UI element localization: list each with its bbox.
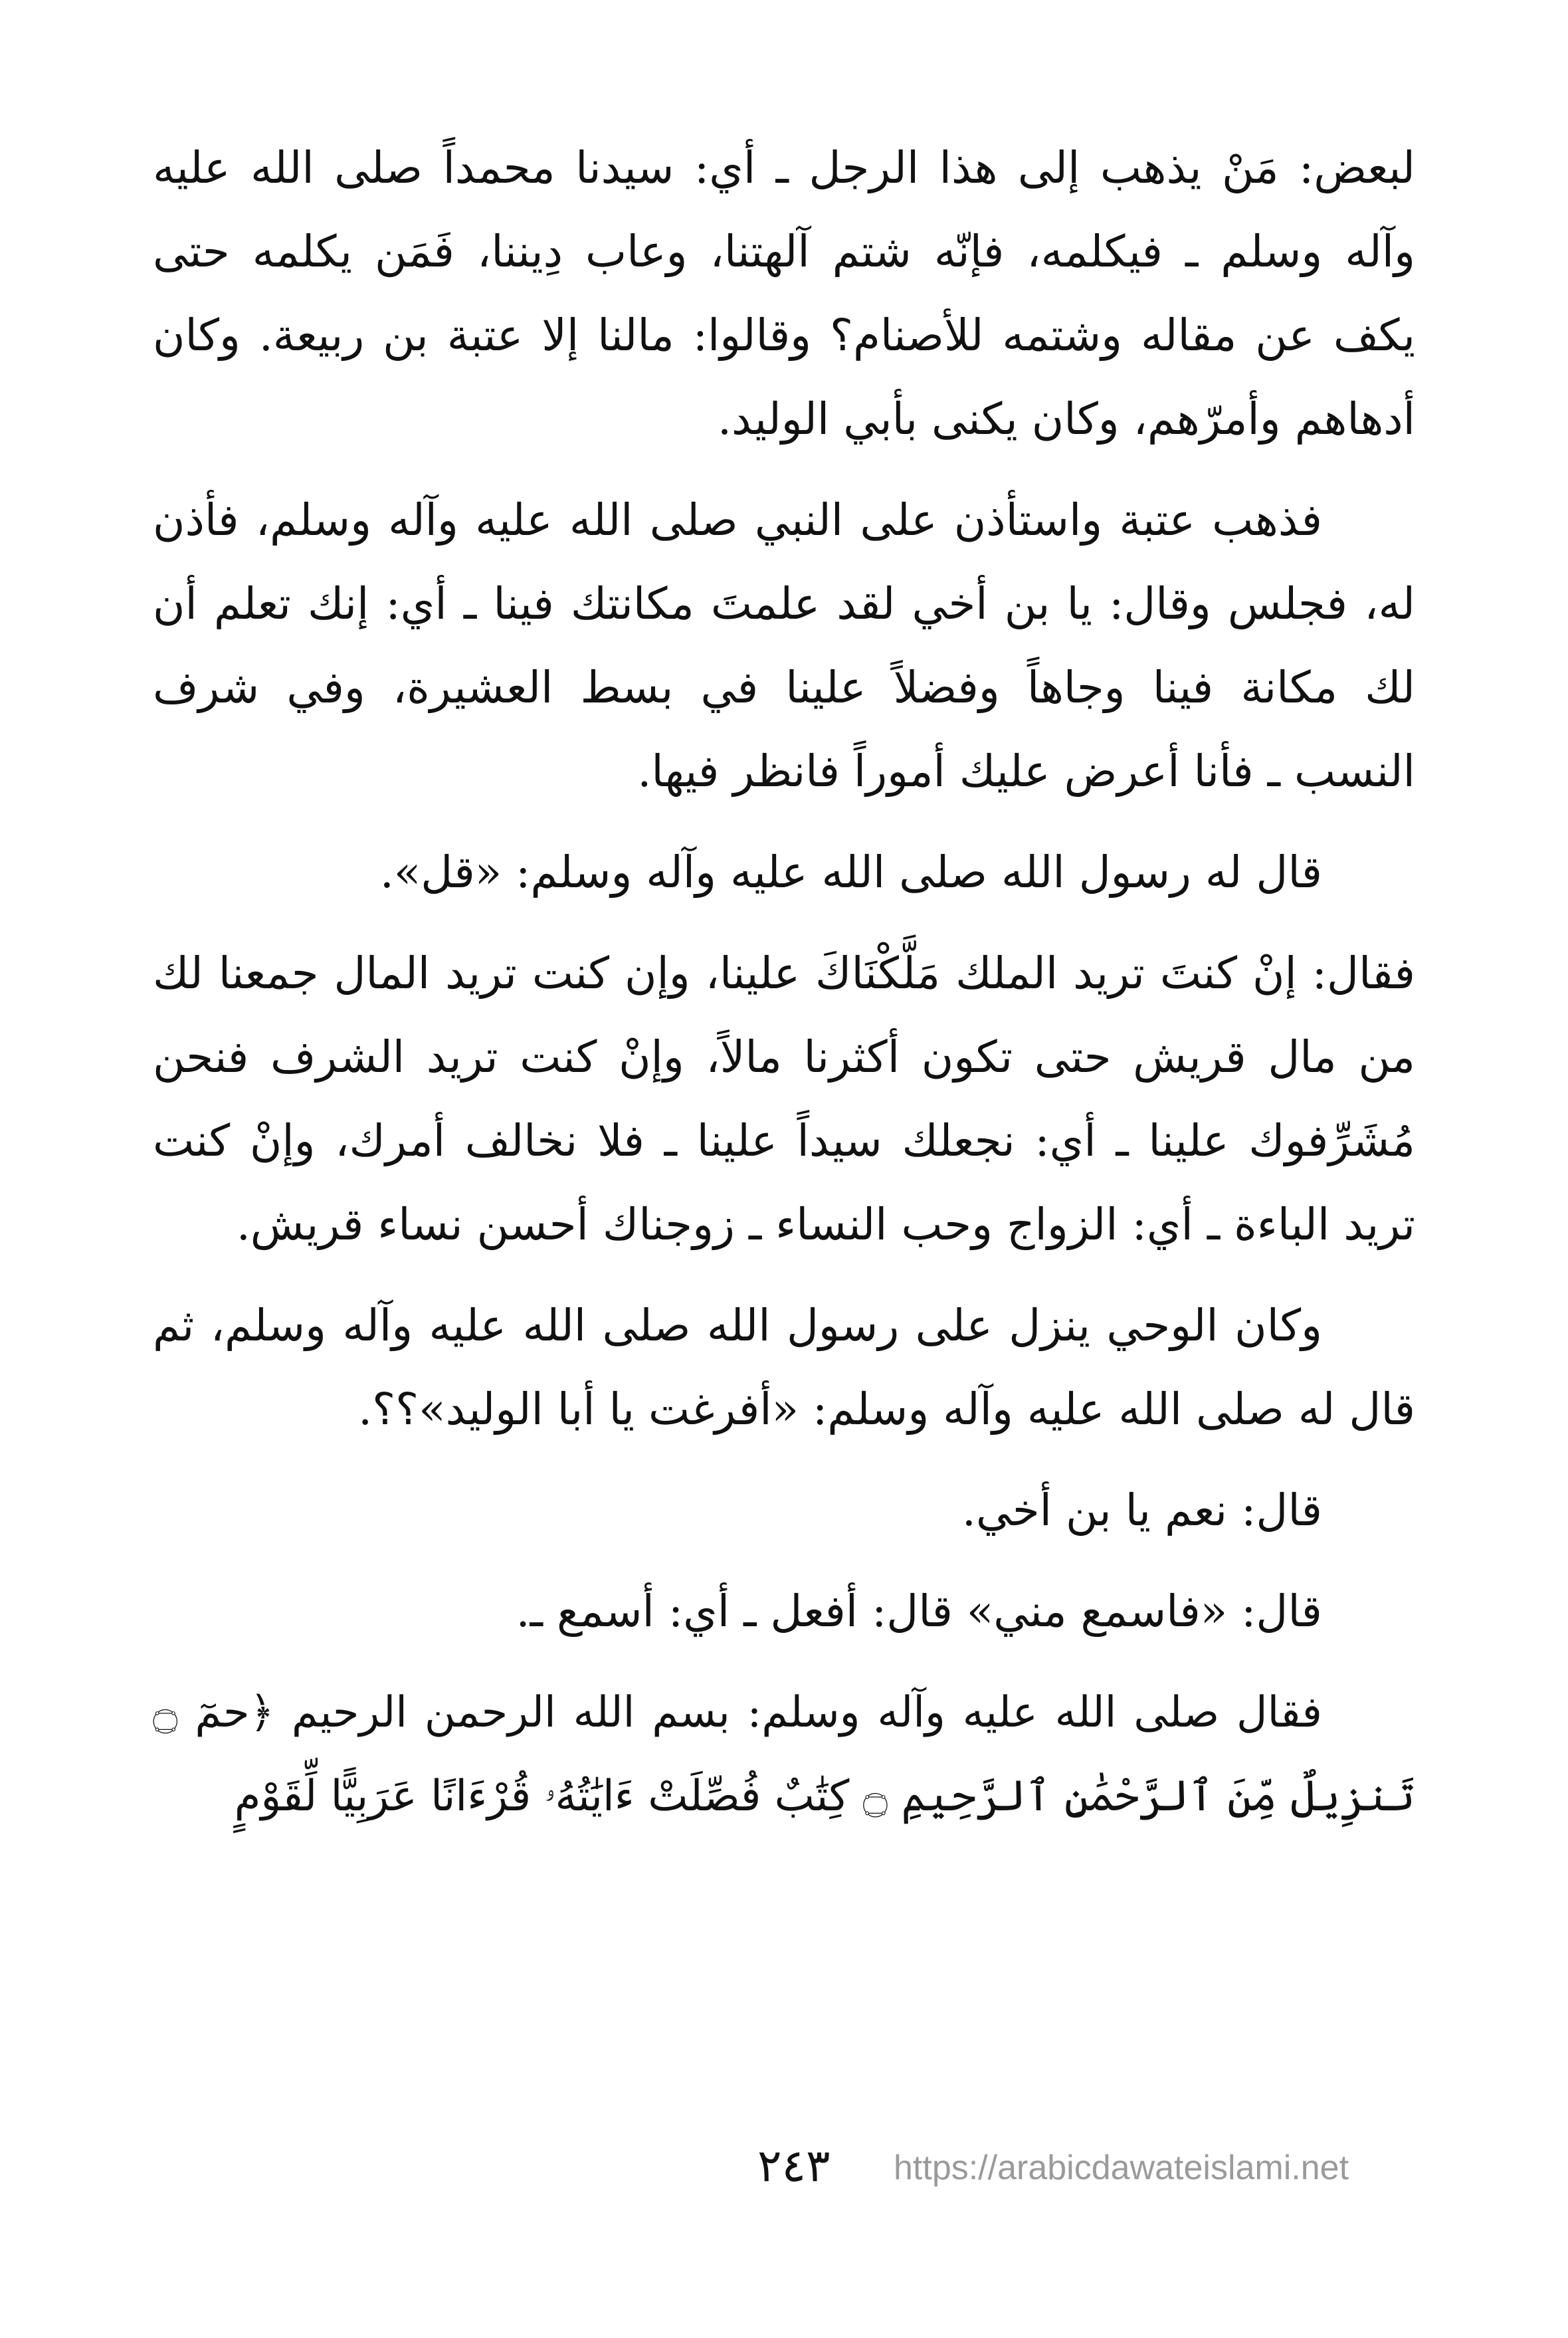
paragraph-7: قال: «فاسمع مني» قال: أفعل ـ أي: أسمع ـ. [516,1586,1322,1637]
paragraph-6: قال: نعم يا بن أخي. [961,1485,1322,1536]
watermark-link[interactable]: https://arabicdawateislami.net [894,2149,1349,2187]
page-body [153,126,1415,1856]
page-footer [0,2140,1568,2220]
paragraph-8-quran: فقال صلى الله عليه وآله وسلم: بسم الله الرحمن الرحيم ﴿حمٓ ۝ تَنزِيلٌ مِّنَ ٱلرَّحْمَٰنِ ٱلرَّحِيمِ ۝ كِتَٰبٌ فُصِّلَتْ ءَايَٰتُهُۥ قُرْءَانًا عَرَبِيًّا لِّقَوْمٍ [153,1688,1415,1821]
paragraph-5: وكان الوحي ينزل على رسول الله صلى الله عليه وآله وسلم، ثم قال له صلى الله عليه وآله وسلم: «أفرغت يا أبا الوليد»؟؟. [153,1300,1415,1435]
paragraph-2: فذهب عتبة واستأذن على النبي صلى الله عليه وآله وسلم، فأذن له، فجلس وقال: يا بن أخي لقد علمتَ مكانتك فينا ـ أي: إنك تعلم أن لك مكانة فينا وجاهاً وفضلاً علينا في بسط العشيرة، وفي شرف النسب ـ فأنا أعرض عليك أموراً فانظر فيها. [153,494,1415,797]
paragraph-4: فقال: إنْ كنتَ تريد الملك مَلَّكْنَاكَ علينا، وإن كنت تريد المال جمعنا لك من مال قريش حتى تكون أكثرنا مالاً، وإنْ كنت تريد الشرف فنحن مُشَرِّفوك علينا ـ أي: نجعلك سيداً علينا ـ فلا نخالف أمرك، وإنْ كنت تريد الباءة ـ أي: الزواج وحب النساء ـ زوجناك أحسن نساء قريش. [153,948,1415,1250]
paragraph-3: قال له رسول الله صلى الله عليه وآله وسلم: «قل». [379,847,1322,898]
page-number: ٢٤٣ [757,2140,831,2192]
paragraph-1: لبعض: مَنْ يذهب إلى هذا الرجل ـ أي: سيدنا محمداً صلى الله عليه وآله وسلم ـ فيكلمه، فإنّه شتم آلهتنا، وعاب دِيننا، فَمَن يكلمه حتى يكف عن مقاله وشتمه للأصنام؟ وقالوا: مالنا إلا عتبة بن ربيعة. وكان أدهاهم وأمرّهم، وكان يكنى بأبي الوليد. [153,142,1415,445]
